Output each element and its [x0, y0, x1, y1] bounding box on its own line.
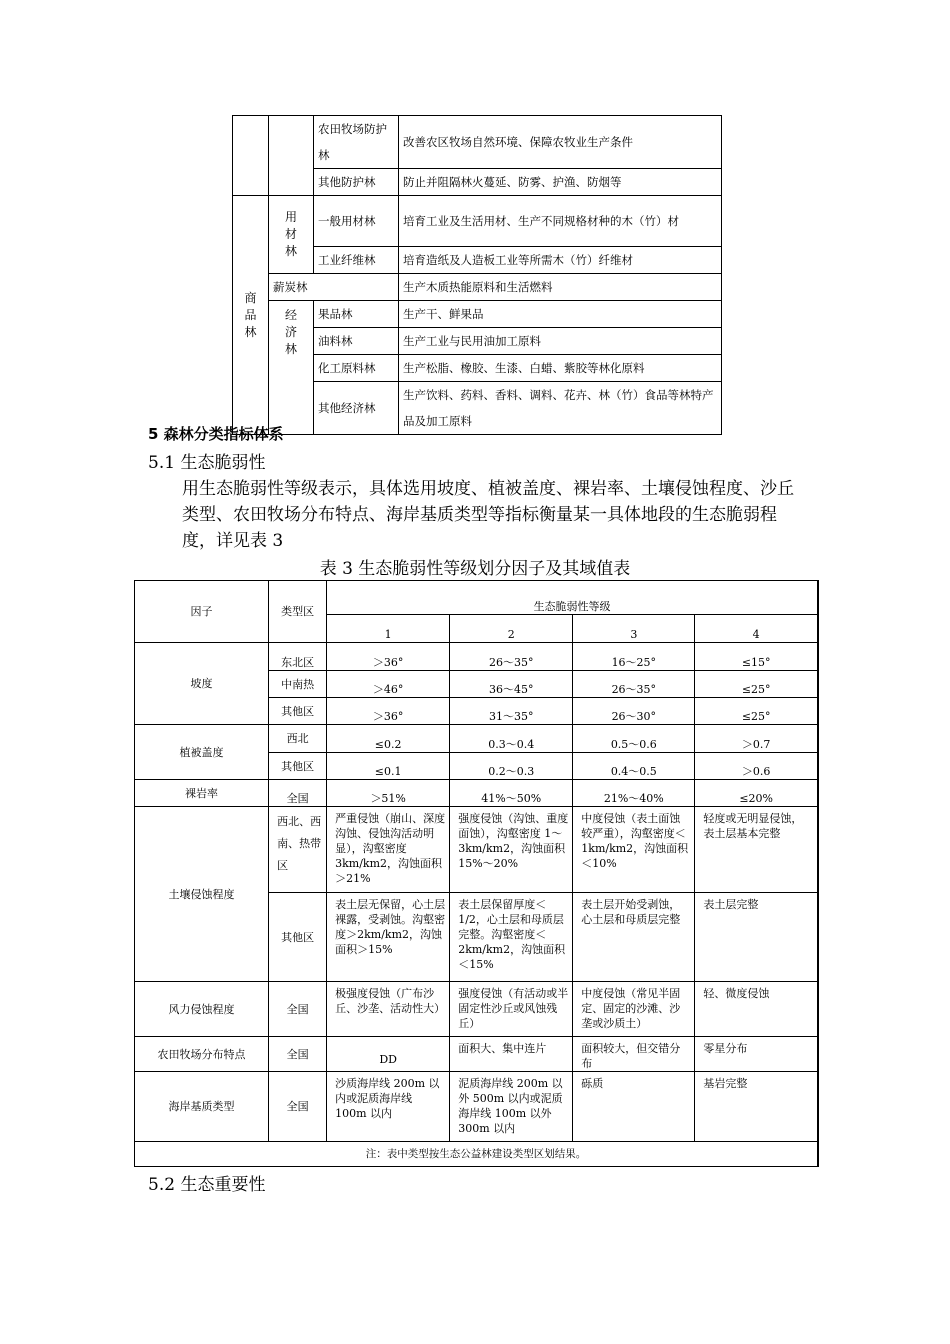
category-name: 化工原料林 — [314, 355, 399, 382]
factor-wind: 风力侵蚀程度 — [135, 982, 269, 1037]
value-cell — [695, 807, 818, 893]
value-cell: 16～25° — [573, 643, 695, 671]
value-text: 强度侵蚀（沟蚀、重度面蚀），沟壑密度 1～3km/km2，沟蚀面积 15%～20% — [458, 812, 569, 870]
value-text: 沙质海岸线 200m 以内或泥质海岸线 100m 以内 — [335, 1077, 440, 1120]
sub-label-economic — [269, 301, 314, 435]
empty-cell — [269, 116, 314, 196]
body-paragraph — [148, 476, 808, 554]
value-cell — [327, 1072, 450, 1142]
value-cell — [695, 893, 818, 982]
group-label-text: 商品林 — [244, 290, 257, 339]
category-desc: 生产干、鲜果品 — [399, 301, 722, 328]
value-cell — [450, 893, 573, 982]
value-cell — [695, 1072, 818, 1142]
value-text: 表土层完整 — [703, 898, 759, 911]
category-desc: 生产饮料、药料、香料、调料、花卉、林（竹）食品等林特产品及加工原料 — [399, 382, 722, 435]
value-cell — [573, 893, 695, 982]
zone-cell: 其他区 — [269, 698, 327, 725]
category-desc: 生产松脂、橡胶、生漆、白蜡、紫胶等林化原料 — [399, 355, 722, 382]
value-cell: 26～35° — [450, 643, 573, 671]
value-cell: ≤25° — [695, 698, 818, 725]
value-text: 零星分布 — [703, 1042, 748, 1055]
zone-cell: 西北、西南、热带区 — [269, 807, 327, 893]
value-cell: 0.3～0.4 — [450, 725, 573, 753]
value-cell — [450, 807, 573, 893]
value-text: 轻度或无明显侵蚀，表土层基本完整 — [703, 812, 803, 840]
value-cell: 0.5～0.6 — [573, 725, 695, 753]
value-text: 基岩完整 — [703, 1077, 748, 1090]
zone-cell: 全国 — [269, 1037, 327, 1072]
value-text: 中度侵蚀（表土面蚀较严重），沟壑密度＜1km/km2，沟蚀面积＜10% — [581, 812, 689, 870]
category-name: 农田牧场防护林 — [314, 116, 399, 169]
forest-category-table — [232, 115, 722, 435]
sub-label-text: 用材林 — [285, 210, 298, 258]
header-factor: 因子 — [135, 581, 269, 643]
factor-rock: 裸岩率 — [135, 780, 269, 807]
category-name: 果品林 — [314, 301, 399, 328]
value-cell — [573, 807, 695, 893]
category-name: 一般用材林 — [314, 196, 399, 247]
value-text: 表土层开始受剥蚀，心土层和母质层完整 — [581, 898, 681, 926]
fragility-table — [134, 580, 819, 1167]
zone-cell: 全国 — [269, 780, 327, 807]
category-name: 其他防护林 — [314, 169, 399, 196]
value-cell: ≤25° — [695, 671, 818, 698]
zone-cell: 东北区 — [269, 643, 327, 671]
value-cell: 26～35° — [573, 671, 695, 698]
value-cell — [327, 807, 450, 893]
value-cell — [573, 982, 695, 1037]
value-cell — [695, 982, 818, 1037]
category-name: 薪炭林 — [269, 274, 399, 301]
value-cell — [573, 1037, 695, 1072]
zone-cell: 其他区 — [269, 753, 327, 780]
category-name: 其他经济林 — [314, 382, 399, 435]
zone-cell: 全国 — [269, 1072, 327, 1142]
value-cell: ＞36° — [327, 698, 450, 725]
factor-vegetation: 植被盖度 — [135, 725, 269, 780]
value-cell: ＞46° — [327, 671, 450, 698]
value-cell: ＞0.7 — [695, 725, 818, 753]
value-cell: ≤20% — [695, 780, 818, 807]
header-zone: 类型区 — [269, 581, 327, 643]
value-cell: 31～35° — [450, 698, 573, 725]
header-grade: 生态脆弱性等级 — [327, 581, 818, 615]
value-cell: DD — [327, 1037, 450, 1072]
zone-cell: 中南热 — [269, 671, 327, 698]
section-heading-5: 5 森林分类指标体系 — [148, 425, 284, 443]
value-cell: ≤15° — [695, 643, 818, 671]
value-text: 轻、微度侵蚀 — [703, 987, 770, 1000]
zone-cell: 全国 — [269, 982, 327, 1037]
value-text: 表土层保留厚度＜1/2，心土层和母质层完整。沟壑密度＜2km/km2，沟蚀面积＜15% — [458, 898, 566, 971]
section-heading-5-1: 5.1 生态脆弱性 — [148, 453, 266, 473]
grade-1: 1 — [327, 615, 450, 643]
factor-farm: 农田牧场分布特点 — [135, 1037, 269, 1072]
zone-cell: 其他区 — [269, 893, 327, 982]
value-cell — [450, 1037, 573, 1072]
value-cell — [450, 982, 573, 1037]
value-text: 严重侵蚀（崩山、深度沟蚀、侵蚀沟活动明显），沟壑密度 3km/km2，沟蚀面积＞21% — [335, 812, 446, 885]
value-cell: 0.2～0.3 — [450, 753, 573, 780]
table-caption: 表 3 生态脆弱性等级划分因子及其域值表 — [319, 559, 631, 579]
grade-3: 3 — [573, 615, 695, 643]
zone-cell: 西北 — [269, 725, 327, 753]
category-desc: 改善农区牧场自然环境、保障农牧业生产条件 — [399, 116, 722, 169]
section-heading-5-2: 5.2 生态重要性 — [148, 1175, 266, 1195]
value-text: 表土层无保留，心土层裸露，受剥蚀。沟壑密度＞2km/km2，沟蚀面积＞15% — [335, 898, 446, 956]
value-cell: ＞0.6 — [695, 753, 818, 780]
category-desc: 防止并阻隔林火蔓延、防雾、护渔、防烟等 — [399, 169, 722, 196]
factor-soil: 土壤侵蚀程度 — [135, 807, 269, 982]
value-cell: ≤0.2 — [327, 725, 450, 753]
value-text: 面积大、集中连片 — [458, 1042, 547, 1055]
value-cell — [573, 1072, 695, 1142]
value-text: 泥质海岸线 200m 以外 500m 以内或泥质海岸线 100m 以外 300m 以内 — [458, 1077, 563, 1135]
factor-slope: 坡度 — [135, 643, 269, 725]
value-cell — [327, 893, 450, 982]
category-desc: 生产工业与民用油加工原料 — [399, 328, 722, 355]
value-cell — [450, 1072, 573, 1142]
value-cell: 41%～50% — [450, 780, 573, 807]
sub-label-text: 经济林 — [285, 308, 298, 356]
value-text: 中度侵蚀（常见半固定、固定的沙滩、沙垄或沙质土） — [581, 987, 681, 1030]
table-note: 注：表中类型按生态公益林建设类型区划结果。 — [135, 1142, 819, 1167]
factor-coast: 海岸基质类型 — [135, 1072, 269, 1142]
value-cell — [695, 1037, 818, 1072]
category-desc: 培育工业及生活用材、生产不同规格材种的木（竹）材 — [399, 196, 722, 247]
value-text: 面积较大，但交错分布 — [581, 1042, 681, 1070]
value-cell: 0.4～0.5 — [573, 753, 695, 780]
sub-label-timber — [269, 196, 314, 274]
category-desc: 生产木质热能原料和生活燃料 — [399, 274, 722, 301]
value-text: 强度侵蚀（有活动或半固定性沙丘或风蚀残丘） — [458, 987, 569, 1030]
grade-2: 2 — [450, 615, 573, 643]
value-cell: 36～45° — [450, 671, 573, 698]
grade-4: 4 — [695, 615, 818, 643]
value-text: 砾质 — [581, 1077, 604, 1090]
value-cell — [327, 982, 450, 1037]
value-cell: ≤0.1 — [327, 753, 450, 780]
category-name: 工业纤维林 — [314, 247, 399, 274]
empty-cell — [233, 116, 269, 196]
value-text: 极强度侵蚀（广布沙丘、沙垄、活动性大） — [335, 987, 446, 1015]
value-cell: ＞51% — [327, 780, 450, 807]
value-cell: ＞36° — [327, 643, 450, 671]
value-cell: 26～30° — [573, 698, 695, 725]
category-name: 油料林 — [314, 328, 399, 355]
category-desc: 培育造纸及人造板工业等所需木（竹）纤维材 — [399, 247, 722, 274]
paragraph-text: 用生态脆弱性等级表示，具体选用坡度、植被盖度、裸岩率、土壤侵蚀程度、沙丘类型、农田牧场分布特点、海岸基质类型等指标衡量某一具体地段的生态脆弱程度，详见表 3 — [182, 479, 794, 551]
value-cell: 21%～40% — [573, 780, 695, 807]
group-label-commercial — [233, 196, 269, 435]
